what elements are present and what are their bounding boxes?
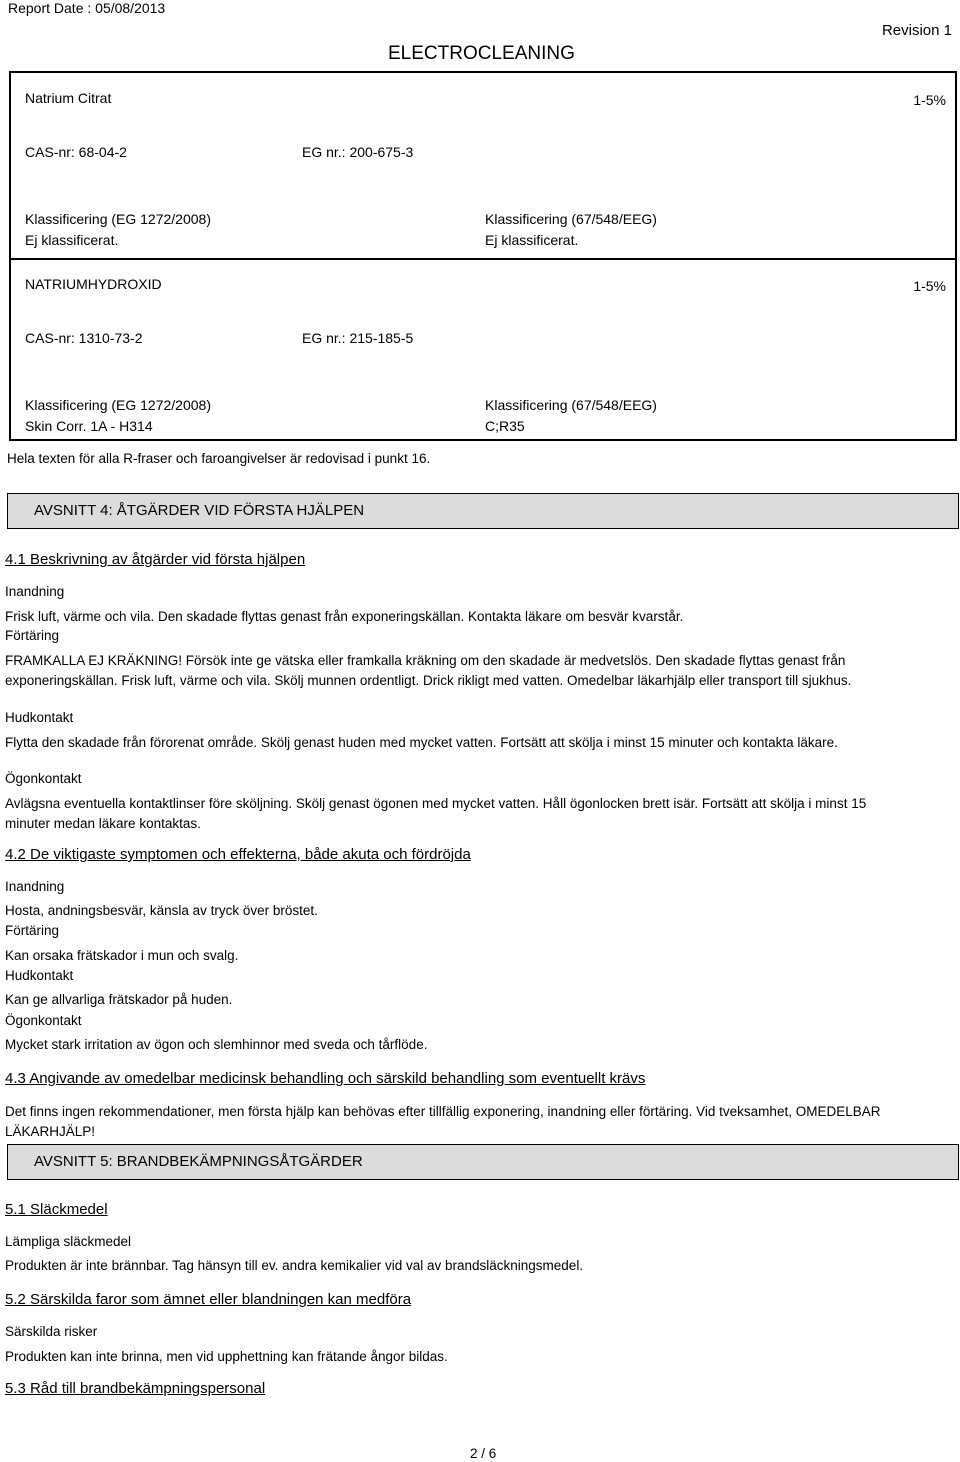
section-5-title: AVSNITT 5: BRANDBEKÄMPNINGSÅTGÄRDER — [34, 1153, 363, 1170]
symptom-label: Hudkontakt — [5, 968, 74, 983]
eg-number: EG nr.: 215-185-5 — [302, 330, 414, 346]
route-label: Ögonkontakt — [5, 771, 82, 786]
route-text: Flytta den skadade från förorenat område. Skölj genast huden med mycket vatten. Fortsätt att skölja i minst 15 minuter och kontakta läkare. — [5, 735, 838, 750]
classification-dsd-label: Klassificering (67/548/EEG) — [485, 211, 657, 227]
section-4-title: AVSNITT 4: ÅTGÄRDER VID FÖRSTA HJÄLPEN — [34, 502, 365, 519]
symptom-text: Kan ge allvarliga frätskador på huden. — [5, 992, 233, 1007]
subsection-5-3-title: 5.3 Råd till brandbekämpningspersonal — [5, 1380, 266, 1397]
subsection-5-1-title: 5.1 Släckmedel — [5, 1201, 108, 1218]
full-text-note: Hela texten för alla R-fraser och faroangivelser är redovisad i punkt 16. — [7, 451, 431, 466]
substance-name: Natrium Citrat — [25, 90, 112, 106]
special-hazards-label: Särskilda risker — [5, 1324, 98, 1339]
route-text: Frisk luft, värme och vila. Den skadade flyttas genast från exponeringskällan. Kontakta läkare om besvär kvarstår. — [5, 609, 684, 624]
symptom-label: Förtäring — [5, 923, 60, 938]
document-title: ELECTROCLEANING — [388, 43, 575, 64]
classification-clp-label: Klassificering (EG 1272/2008) — [25, 211, 211, 227]
cas-number: CAS-nr: 1310-73-2 — [25, 330, 143, 346]
subsection-4-3-title: 4.3 Angivande av omedelbar medicinsk behandling och särskild behandling som eventuellt krävs — [5, 1070, 646, 1087]
extinguishing-media-text: Produkten är inte brännbar. Tag hänsyn till ev. andra kemikalier vid val av brandsläckningsmedel. — [5, 1258, 584, 1273]
subsection-4-2-title: 4.2 De viktigaste symptomen och effekterna, både akuta och fördröjda — [5, 846, 471, 863]
symptom-text: Hosta, andningsbesvär, känsla av tryck över bröstet. — [5, 903, 318, 918]
substance-percent: 1-5% — [913, 278, 946, 294]
medical-treatment-text: Det finns ingen rekommendationer, men första hjälp kan behövas efter tillfällig exponering, inandning eller förtäring. Vid tveksamhet, OMEDELBAR LÄKARHJÄLP! — [5, 1104, 881, 1139]
extinguishing-media-label: Lämpliga släckmedel — [5, 1234, 132, 1249]
substance-name: NATRIUMHYDROXID — [25, 276, 162, 292]
classification-clp-label: Klassificering (EG 1272/2008) — [25, 397, 211, 413]
route-label: Inandning — [5, 584, 65, 599]
symptom-label: Ögonkontakt — [5, 1013, 82, 1028]
section-4-header — [7, 493, 959, 529]
eg-number: EG nr.: 200-675-3 — [302, 144, 414, 160]
symptom-text: Kan orsaka frätskador i mun och svalg. — [5, 948, 239, 963]
symptom-label: Inandning — [5, 879, 65, 894]
special-hazards-text: Produkten kan inte brinna, men vid upphettning kan frätande ångor bildas. — [5, 1349, 448, 1364]
subsection-5-2-title: 5.2 Särskilda faror som ämnet eller blandningen kan medföra — [5, 1291, 412, 1308]
section-5-header — [7, 1144, 959, 1180]
page-number: 2 / 6 — [470, 1446, 497, 1461]
route-label: Förtäring — [5, 628, 60, 643]
revision-label: Revision 1 — [881, 22, 952, 39]
classification-dsd-value: Ej klassificerat. — [485, 232, 579, 248]
route-text: FRAMKALLA EJ KRÄKNING! Försök inte ge vätska eller framkalla kräkning om den skadade är medvetslös. Den skadade flyttas genast från exponeringskällan. Frisk luft, värme och vila. Skölj munnen ordentligt. Drick rikligt med vatten. Omedelbar läkarhjälp eller transport till sjukhus. — [5, 653, 852, 688]
cas-number: CAS-nr: 68-04-2 — [25, 144, 127, 160]
route-label: Hudkontakt — [5, 710, 74, 725]
classification-dsd-label: Klassificering (67/548/EEG) — [485, 397, 657, 413]
symptom-text: Mycket stark irritation av ögon och slemhinnor med sveda och tårflöde. — [5, 1037, 428, 1052]
classification-clp-value: Skin Corr. 1A - H314 — [25, 418, 153, 434]
substance-box — [9, 258, 957, 441]
classification-dsd-value: C;R35 — [485, 418, 525, 434]
classification-clp-value: Ej klassificerat. — [25, 232, 119, 248]
substance-percent: 1-5% — [913, 92, 946, 108]
subsection-4-1-title: 4.1 Beskrivning av åtgärder vid första hjälpen — [5, 551, 306, 568]
substance-box — [9, 71, 957, 260]
route-text: Avlägsna eventuella kontaktlinser före sköljning. Skölj genast ögonen med mycket vatten. Håll ögonlocken brett isär. Fortsätt att skölja i minst 15 minuter medan läkare kontaktas. — [5, 796, 867, 831]
report-date: Report Date : 05/08/2013 — [8, 0, 166, 16]
